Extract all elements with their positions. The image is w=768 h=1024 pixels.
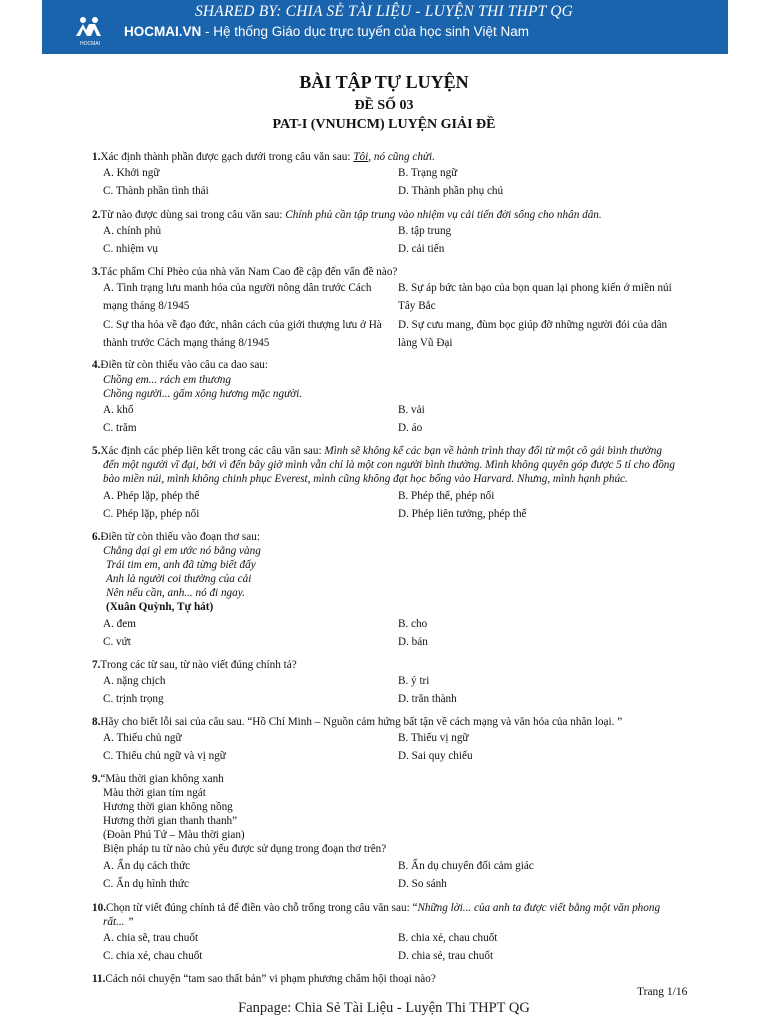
q1-option-b[interactable]: B. Trạng ngữ — [398, 167, 458, 179]
question-9: 9.“Màu thời gian không xanh — [92, 773, 224, 785]
q4-option-d[interactable]: D. áo — [398, 422, 423, 434]
q8-option-d[interactable]: D. Sai quy chiếu — [398, 750, 473, 762]
q6-verse-3: Anh là người coi thường của cải — [106, 573, 252, 585]
question-3: 3.Tác phẩm Chí Phèo của nhà văn Nam Cao đề cập đến vấn đề nào? — [92, 266, 398, 278]
q5-passage-2: đến một người vĩ đại, bởi vì đến bây giờ mình vẫn chỉ là một con người bình thường. Mình không quyên góp được 5 tỉ cho đồng — [103, 459, 675, 471]
q3-option-d[interactable]: D. Sự cưu mang, đùm bọc giúp đỡ những người đói của dân — [398, 319, 668, 331]
q6-verse-1: Chẳng dại gì em ước nó bằng vàng — [103, 545, 261, 557]
brand-name[interactable]: HOCMAI.VN — [124, 24, 202, 39]
q3-option-d-cont[interactable]: làng Vũ Đại — [398, 337, 453, 349]
document-subtitle: ĐỀ SỐ 03 — [354, 98, 414, 113]
q7-option-d[interactable]: D. trăn thành — [398, 693, 457, 705]
question-8: 8.Hãy cho biết lỗi sai của câu sau. “Hồ Chí Minh – Nguồn cảm hứng bất tận về cách mạng và văn hóa của nhân loại. ” — [92, 716, 623, 728]
hocmai-logo-icon — [70, 14, 110, 48]
q9-verse-1: Màu thời gian tím ngát — [103, 787, 206, 799]
q7-option-a[interactable]: A. nặng chịch — [103, 675, 166, 687]
q9-source: (Đoàn Phú Tứ – Màu thời gian) — [103, 829, 245, 841]
document-subtitle-2: PAT-I (VNUHCM) LUYỆN GIẢI ĐỀ — [272, 117, 496, 132]
q6-option-b[interactable]: B. cho — [398, 618, 428, 630]
q2-option-c[interactable]: C. nhiệm vụ — [103, 243, 159, 255]
q9-option-d[interactable]: D. So sánh — [398, 878, 447, 890]
question-6: 6.Điền từ còn thiếu vào đoạn thơ sau: — [92, 531, 260, 543]
q10-option-c[interactable]: C. chia xẻ, chau chuốt — [103, 950, 203, 962]
q1-option-a[interactable]: A. Khởi ngữ — [103, 167, 160, 179]
q1-option-d[interactable]: D. Thành phần phụ chú — [398, 185, 504, 197]
q5-option-d[interactable]: D. Phép liên tưởng, phép thế — [398, 508, 527, 520]
q2-option-b[interactable]: B. tập trung — [398, 225, 452, 237]
q9-option-b[interactable]: B. Ẩn dụ chuyển đổi cảm giác — [398, 860, 534, 872]
question-11: 11.Cách nói chuyện “tam sao thất bản” vi phạm phương châm hội thoại nào? — [92, 973, 436, 985]
q4-verse-1: Chồng em... rách em thương — [103, 374, 231, 386]
q7-option-b[interactable]: B. ý tri — [398, 675, 430, 687]
q5-passage-3: bào miền núi, mình không chinh phục Everest, mình cũng không đạt học bổng vào Harvard. Nhưng, mình hạnh phúc. — [103, 473, 628, 485]
q8-option-c[interactable]: C. Thiếu chủ ngữ và vị ngữ — [103, 750, 226, 762]
q10-option-d[interactable]: D. chia sẻ, trau chuốt — [398, 950, 494, 962]
q4-option-a[interactable]: A. khổ — [103, 404, 134, 416]
q4-verse-2: Chồng người... gấm xông hương mặc người. — [103, 388, 303, 400]
question-10: 10.Chọn từ viết đúng chính tả để điền vào chỗ trống trong câu văn sau: “Những lời... của anh ta được viết bằng một văn phong — [92, 902, 661, 914]
brand-tagline: - Hệ thống Giáo dục trực tuyến của học sinh Việt Nam — [201, 24, 529, 39]
q3-option-c-cont[interactable]: thành trước Cách mạng tháng 8/1945 — [103, 337, 270, 349]
fanpage-footer[interactable]: Fanpage: Chia Sẻ Tài Liệu - Luyện Thi THPT QG — [238, 1000, 530, 1016]
question-4: 4.Điền từ còn thiếu vào câu ca dao sau: — [92, 359, 268, 371]
q3-option-c[interactable]: C. Sự tha hóa về đạo đức, nhân cách của giới thượng lưu ở Hà — [103, 319, 382, 331]
q7-option-c[interactable]: C. trịnh trọng — [103, 693, 164, 705]
logo-text: HOCMAI — [80, 41, 100, 47]
q6-source: (Xuân Quỳnh, Tự hát) — [106, 601, 214, 613]
q6-verse-4: Nên nếu cần, anh... nó đi ngay. — [106, 587, 245, 599]
q8-option-a[interactable]: A. Thiếu chủ ngữ — [103, 732, 182, 744]
q2-option-d[interactable]: D. cải tiến — [398, 243, 445, 255]
q9-prompt: Biện pháp tu từ nào chủ yếu được sử dụng trong đoạn thơ trên? — [103, 843, 387, 855]
document-title: BÀI TẬP TỰ LUYỆN — [299, 72, 469, 92]
q5-option-b[interactable]: B. Phép thế, phép nối — [398, 490, 495, 502]
q6-verse-2: Trái tim em, anh đã từng biết đấy — [106, 559, 256, 571]
q3-option-a[interactable]: A. Tình trạng lưu manh hóa của người nông dân trước Cách — [103, 282, 372, 294]
question-1: 1.Xác định thành phần được gạch dưới trong câu văn sau: Tôi, nó cũng chửi. — [92, 151, 435, 163]
q10-continuation: rất... ” — [103, 916, 134, 928]
q9-option-c[interactable]: C. Ẩn dụ hình thức — [103, 878, 189, 890]
shared-by-text: SHARED BY: CHIA SẺ TÀI LIỆU - LUYỆN THI THPT QG — [194, 3, 574, 20]
q4-option-b[interactable]: B. vải — [398, 404, 425, 416]
q6-option-c[interactable]: C. vứt — [103, 636, 131, 648]
q4-option-c[interactable]: C. trăm — [103, 422, 137, 434]
q10-option-a[interactable]: A. chia sẽ, trau chuốt — [103, 932, 199, 944]
question-5: 5.Xác định các phép liên kết trong các câu văn sau: Mình sẽ không kể các bạn về hành trình thay đổi từ một cô gái bình thường — [92, 445, 662, 457]
q9-verse-3: Hương thời gian thanh thanh” — [103, 815, 238, 827]
q9-verse-2: Hương thời gian không nồng — [103, 801, 233, 813]
brand-line — [124, 24, 529, 39]
q6-option-d[interactable]: D. bán — [398, 636, 428, 648]
question-7: 7.Trong các từ sau, từ nào viết đúng chính tả? — [92, 659, 297, 671]
q6-option-a[interactable]: A. đem — [103, 618, 136, 630]
q9-option-a[interactable]: A. Ẩn dụ cách thức — [103, 860, 191, 872]
q5-option-a[interactable]: A. Phép lặp, phép thế — [103, 490, 200, 502]
q3-option-a-cont[interactable]: mạng tháng 8/1945 — [103, 300, 190, 312]
q3-option-b-cont[interactable]: Tây Bắc — [398, 300, 436, 312]
page-number: Trang 1/16 — [637, 986, 688, 998]
question-2: 2.Từ nào được dùng sai trong câu văn sau: Chính phủ cần tập trung vào nhiệm vụ cải tiến đời sống cho nhân dân. — [92, 209, 602, 221]
q1-option-c[interactable]: C. Thành phần tình thái — [103, 185, 209, 197]
q3-option-b[interactable]: B. Sự áp bức tàn bạo của bọn quan lại phong kiến ở miền núi — [398, 282, 672, 294]
q5-option-c[interactable]: C. Phép lặp, phép nối — [103, 508, 200, 520]
q8-option-b[interactable]: B. Thiếu vị ngữ — [398, 732, 469, 744]
q2-option-a[interactable]: A. chính phủ — [103, 225, 162, 237]
q10-option-b[interactable]: B. chia xẻ, chau chuốt — [398, 932, 498, 944]
